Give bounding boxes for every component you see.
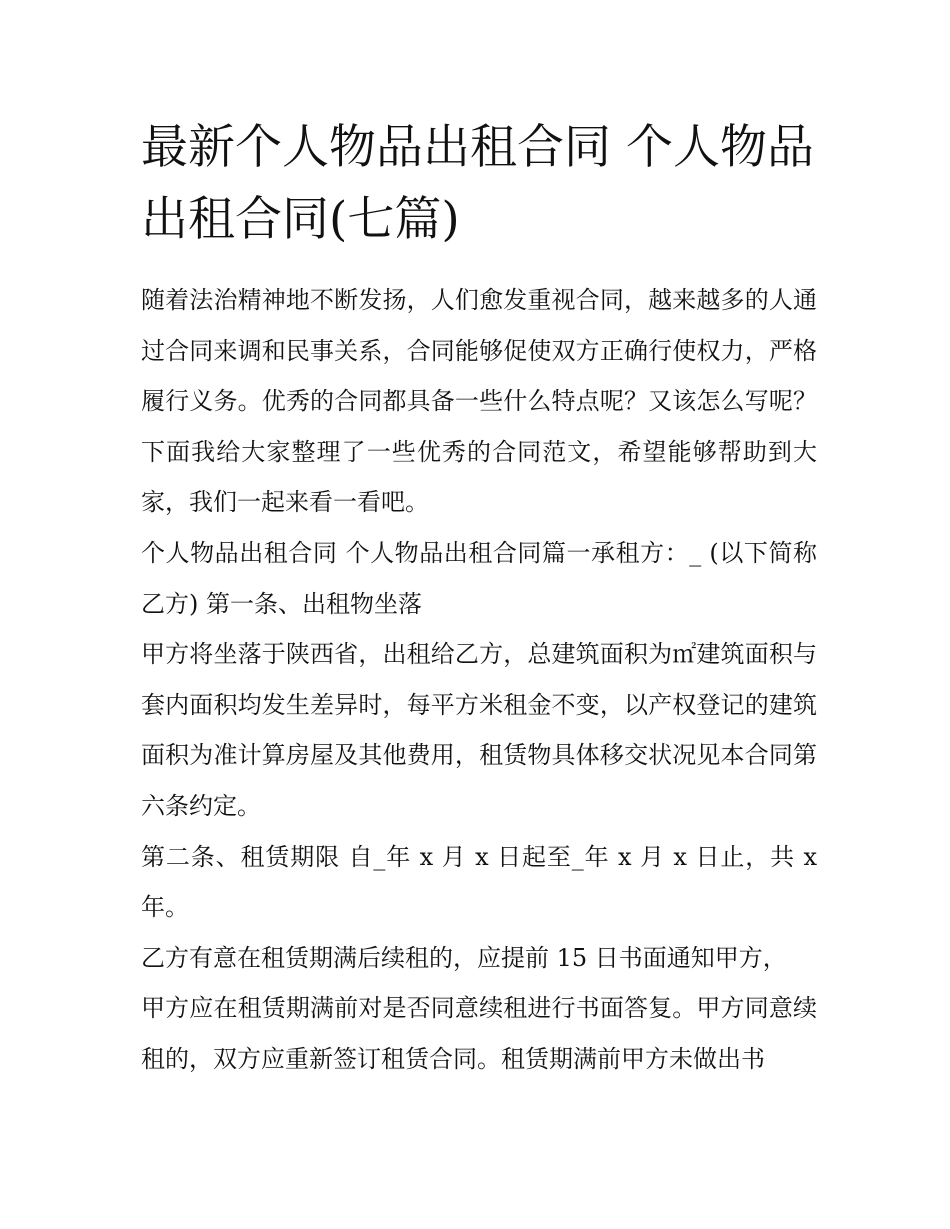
paragraph-renewal-notice: 乙方有意在租赁期满后续租的，应提前 15 日书面通知甲方， [141, 943, 787, 972]
document-body [141, 275, 817, 1085]
paragraph-lease-term: 第二条、租赁期限 自_年 x 月 x 日起至_年 x 月 x 日止，共 x 年。 [141, 842, 817, 922]
paragraph-lessee: 个人物品出租合同 个人物品出租合同篇一承租方：_ (以下简称乙方) 第一条、出租物坐落 [141, 538, 817, 618]
paragraph-property-location: 甲方将坐落于陕西省，出租给乙方，总建筑面积为㎡建筑面积与套内面积均发生差异时，每平方米租金不变，以产权登记的建筑面积为准计算房屋及其他费用，租赁物具体移交状况见本合同第六条约定。 [141, 640, 817, 820]
paragraph-intro: 随着法治精神地不断发扬，人们愈发重视合同，越来越多的人通过合同来调和民事关系，合同能够促使双方正确行使权力，严格履行义务。优秀的合同都具备一些什么特点呢？又该怎么写呢？下面我给大家整理了一些优秀的合同范文，希望能够帮助到大家，我们一起来看一看吧。 [141, 286, 817, 517]
paragraph-renewal-reply: 甲方应在租赁期满前对是否同意续租进行书面答复。甲方同意续租的，双方应重新签订租赁合同。租赁期满前甲方未做出书 [141, 994, 817, 1073]
document-title: 最新个人物品出租合同 个人物品出租合同(七篇) [141, 120, 814, 247]
